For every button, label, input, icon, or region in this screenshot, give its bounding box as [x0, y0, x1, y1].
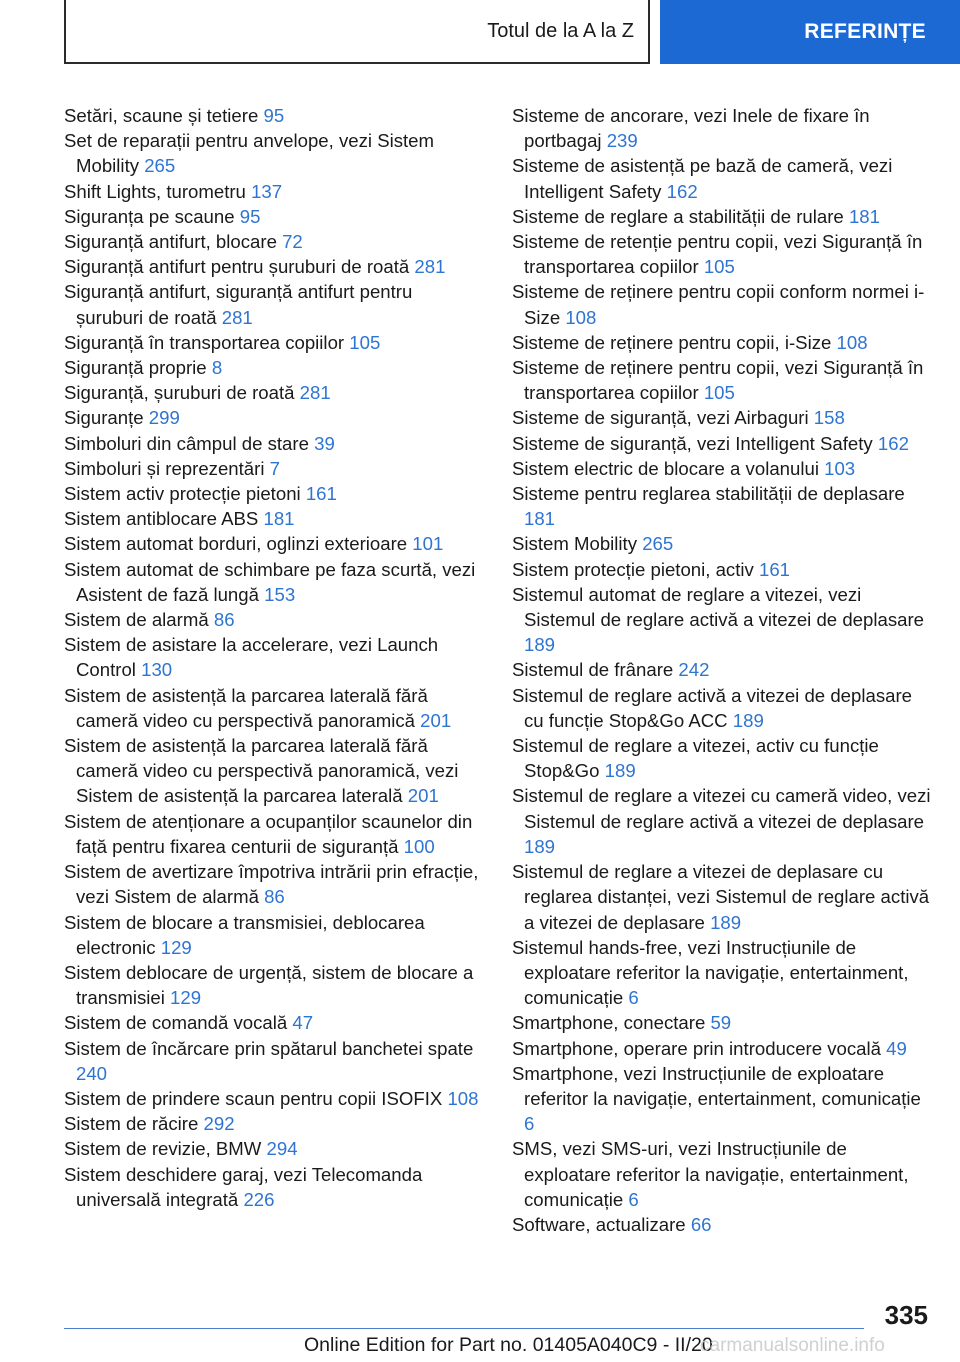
page-reference-link[interactable]: 86: [213, 609, 235, 631]
index-term: Sistem de răcire: [64, 1113, 199, 1135]
page-reference-link[interactable]: 105: [703, 382, 735, 404]
page-reference-link[interactable]: 66: [690, 1213, 712, 1235]
index-term: Set de reparații pentru anvelope, vezi Sistem Mobility: [64, 130, 435, 177]
index-term: Shift Lights, turometru: [64, 180, 246, 202]
page-reference-link[interactable]: 108: [447, 1087, 479, 1109]
index-entry: [64, 380, 482, 405]
index-term: Sistem de asistență la parcarea laterală fără cameră video cu perspectivă panoramică: [64, 684, 428, 731]
page-reference-link[interactable]: 181: [524, 508, 556, 530]
index-entry: [64, 456, 482, 481]
index-entry: [64, 1036, 482, 1086]
index-term: Sisteme de asistență pe bază de cameră, vezi Intelligent Safety: [512, 155, 893, 202]
page-reference-link[interactable]: 265: [144, 155, 176, 177]
page-reference-link[interactable]: 6: [524, 1113, 535, 1135]
index-term: Sistem de asistență la parcarea laterală fără cameră video cu perspectivă panoramică, vezi Sistem de asistență la parcarea laterală: [64, 735, 459, 807]
index-term: Sistem de avertizare împotriva intrării prin efracție, vezi Sistem de alarmă: [64, 861, 479, 908]
page-reference-link[interactable]: 281: [414, 256, 446, 278]
index-entry: [64, 431, 482, 456]
index-entry: [64, 179, 482, 204]
index-term: Sistem automat de schimbare pe faza scurtă, vezi Asistent de fază lungă: [64, 558, 476, 605]
page-reference-link[interactable]: 7: [269, 457, 280, 479]
index-term: Sisteme de retenție pentru copii, vezi Siguranță în transportarea copiilor: [512, 231, 923, 278]
page-reference-link[interactable]: 86: [264, 886, 285, 908]
page-reference-link[interactable]: 265: [642, 533, 674, 555]
index-entry: [64, 481, 482, 506]
page-reference-link[interactable]: 158: [813, 407, 845, 429]
index-entry: [512, 582, 932, 658]
index-entry: [64, 506, 482, 531]
footer-divider: [64, 1328, 864, 1329]
page-reference-link[interactable]: 162: [666, 180, 698, 202]
index-entry: [512, 204, 932, 229]
page-reference-link[interactable]: 239: [606, 130, 638, 152]
page-reference-link[interactable]: 39: [314, 432, 335, 454]
page-reference-link[interactable]: 281: [221, 306, 253, 328]
index-term: Simboluri din câmpul de stare: [64, 432, 309, 454]
index-entry: [512, 859, 932, 935]
index-term: Sistem de atenționare a ocupanților scaunelor din față pentru fixarea centurii de siguranță: [64, 810, 473, 857]
page-reference-link[interactable]: 181: [848, 205, 880, 227]
index-entry: [64, 254, 482, 279]
index-term: Smartphone, conectare: [512, 1012, 706, 1034]
index-term: Sistem antiblocare ABS: [64, 508, 259, 530]
page-reference-link[interactable]: 137: [251, 180, 283, 202]
page-reference-link[interactable]: 189: [524, 634, 556, 656]
chapter-label: REFERINȚE: [804, 20, 926, 43]
page-reference-link[interactable]: 189: [710, 911, 742, 933]
page-number: 335: [884, 1300, 928, 1330]
section-title-box: [64, 0, 650, 64]
page-reference-link[interactable]: 95: [239, 205, 261, 227]
page-reference-link[interactable]: 100: [403, 835, 435, 857]
edition-text: Online Edition for Part no. 01405A040C9 - II/20: [304, 1334, 713, 1356]
page-reference-link[interactable]: 161: [759, 558, 791, 580]
index-term: Sisteme de reținere pentru copii conform normei i-Size: [512, 281, 925, 328]
index-term: Sisteme pentru reglarea stabilității de deplasare: [512, 483, 905, 505]
index-term: Sistemul automat de reglare a vitezei, vezi Sistemul de reglare activă a vitezei de deplasare: [512, 583, 924, 631]
page-reference-link[interactable]: 6: [628, 987, 639, 1009]
index-term: Sisteme de reținere pentru copii, i-Size: [512, 331, 832, 353]
page-reference-link[interactable]: 201: [407, 785, 439, 807]
index-entry: [64, 683, 482, 733]
index-term: Sistem de comandă vocală: [64, 1012, 288, 1034]
index-entry: [512, 1136, 932, 1212]
index-entry: [512, 153, 932, 203]
index-term: Sistemul de reglare a vitezei de deplasare cu reglarea distanței, vezi Sistemul de reglare activă a vitezei de deplasare: [512, 861, 930, 933]
index-term: Sistem de blocare a transmisiei, deblocarea electronic: [64, 911, 425, 958]
page-reference-link[interactable]: 201: [420, 709, 452, 731]
index-entry: [64, 607, 482, 632]
page-reference-link[interactable]: 6: [628, 1188, 639, 1210]
index-term: Sistem Mobility: [512, 533, 638, 555]
page-reference-link[interactable]: 292: [203, 1113, 235, 1135]
index-term: Sisteme de reținere pentru copii, vezi Siguranță în transportarea copiilor: [512, 357, 924, 404]
index-term: Sistem de asistare la accelerare, vezi Launch Control: [64, 634, 439, 681]
page-reference-link[interactable]: 189: [732, 709, 764, 731]
index-term: SMS, vezi SMS-uri, vezi Instrucțiunile de exploatare referitor la navigație, entertainment, comunicație: [512, 1138, 909, 1210]
index-entry: [64, 128, 482, 178]
index-column-left: [64, 103, 482, 1212]
page-reference-link[interactable]: 101: [412, 533, 444, 555]
index-entry: [64, 531, 482, 556]
page-reference-link[interactable]: 242: [678, 659, 710, 681]
index-entry: [64, 910, 482, 960]
index-term: Sisteme de siguranță, vezi Intelligent Safety: [512, 432, 873, 454]
index-entry: [64, 103, 482, 128]
index-term: Software, actualizare: [512, 1213, 686, 1235]
index-entry: [512, 279, 932, 329]
index-term: Smartphone, vezi Instrucțiunile de exploatare referitor la navigație, entertainment, comunicație: [512, 1062, 921, 1109]
page-reference-link[interactable]: 161: [305, 483, 337, 505]
index-entry: [512, 405, 932, 430]
index-entry: [512, 935, 932, 1011]
page-reference-link[interactable]: 294: [266, 1138, 298, 1160]
page-reference-link[interactable]: 153: [264, 583, 296, 605]
page-reference-link[interactable]: 108: [836, 331, 868, 353]
page-reference-link[interactable]: 181: [263, 508, 295, 530]
index-entry: [64, 1162, 482, 1212]
page-reference-link[interactable]: 105: [349, 331, 381, 353]
index-term: Sistem de prindere scaun pentru copii ISOFIX: [64, 1087, 443, 1109]
index-entry: [512, 657, 932, 682]
page-reference-link[interactable]: 95: [263, 105, 285, 126]
index-term: Sistemul hands-free, vezi Instrucțiunile de exploatare referitor la navigație, entertainment, comunicație: [512, 936, 909, 1009]
page-reference-link[interactable]: 8: [211, 357, 223, 379]
index-entry: [64, 405, 482, 430]
index-term: Siguranță, șuruburi de roată: [64, 382, 295, 404]
index-entry: [512, 1061, 932, 1137]
page-reference-link[interactable]: 189: [604, 760, 636, 782]
index-term: Siguranță antifurt pentru șuruburi de roată: [64, 256, 410, 278]
page-reference-link[interactable]: 49: [886, 1037, 907, 1059]
index-entry: [64, 330, 482, 355]
index-entry: [512, 330, 932, 355]
index-term: Siguranță proprie: [64, 357, 207, 379]
page-reference-link[interactable]: 189: [524, 835, 556, 857]
index-term: Siguranță antifurt, blocare: [64, 231, 277, 253]
page-reference-link[interactable]: 103: [824, 457, 856, 479]
index-entry: [512, 229, 932, 279]
index-entry: [64, 859, 482, 909]
page-reference-link[interactable]: 129: [170, 987, 202, 1009]
index-term: Sistemul de frânare: [512, 659, 674, 681]
index-entry: [64, 733, 482, 809]
index-entry: [64, 809, 482, 859]
index-entry: [512, 103, 932, 153]
index-term: Sisteme de siguranță, vezi Airbaguri: [512, 407, 809, 429]
index-term: Sisteme de ancorare, vezi Inele de fixare în portbagaj: [512, 105, 870, 152]
index-term: Siguranță antifurt, siguranță antifurt pentru șuruburi de roată: [64, 281, 413, 328]
index-entry: [512, 683, 932, 733]
index-entry: [64, 279, 482, 329]
index-entry: [64, 1136, 482, 1161]
index-term: Setări, scaune și tetiere: [64, 105, 259, 126]
index-entry: [512, 1036, 932, 1061]
index-term: Siguranțe: [64, 407, 144, 429]
index-term: Siguranța pe scaune: [64, 205, 235, 227]
page-reference-link[interactable]: 105: [703, 256, 735, 278]
index-column-right: [512, 103, 932, 1237]
page-reference-link[interactable]: 108: [565, 306, 597, 328]
index-entry: [512, 1010, 932, 1035]
index-term: Simboluri și reprezentări: [64, 457, 265, 479]
index-entry: [64, 204, 482, 229]
index-term: Sistem protecție pietoni, activ: [512, 558, 754, 580]
page-reference-link[interactable]: 299: [148, 407, 180, 429]
section-title: Totul de la A la Z: [487, 19, 634, 42]
index-entry: [512, 481, 932, 531]
page-reference-link[interactable]: 129: [160, 936, 192, 958]
index-entry: [512, 355, 932, 405]
index-term: Sistem activ protecție pietoni: [64, 483, 301, 505]
index-entry: [512, 431, 932, 456]
index-term: Sistem deschidere garaj, vezi Telecomanda universală integrată: [64, 1163, 423, 1210]
index-term: Sistem deblocare de urgență, sistem de blocare a transmisiei: [64, 961, 474, 1009]
page-reference-link[interactable]: 281: [299, 382, 331, 404]
index-entry: [64, 960, 482, 1010]
index-term: Smartphone, operare prin introducere vocală: [512, 1037, 881, 1059]
page-reference-link[interactable]: 130: [141, 659, 173, 681]
index-entry: [64, 229, 482, 254]
index-entry: [64, 632, 482, 682]
page-reference-link[interactable]: 240: [76, 1062, 108, 1084]
index-entry: [512, 557, 932, 582]
index-term: Sistemul de reglare activă a vitezei de deplasare cu funcție Stop&Go ACC: [512, 684, 912, 731]
index-term: Sistem de revizie, BMW: [64, 1138, 262, 1160]
page-reference-link[interactable]: 72: [282, 231, 303, 253]
index-entry: [512, 733, 932, 783]
index-entry: [512, 783, 932, 859]
page-reference-link[interactable]: 59: [710, 1012, 732, 1034]
index-entry: [512, 531, 932, 556]
index-entry: [512, 1212, 932, 1237]
page-reference-link[interactable]: 47: [292, 1012, 314, 1034]
index-entry: [64, 557, 482, 607]
page-reference-link[interactable]: 162: [877, 432, 909, 454]
index-term: Siguranță în transportarea copiilor: [64, 331, 345, 353]
index-term: Sistem de alarmă: [64, 609, 209, 631]
index-term: Sistemul de reglare a vitezei cu cameră video, vezi Sistemul de reglare activă a vitezei de deplasare: [512, 785, 931, 832]
page-reference-link[interactable]: 226: [243, 1188, 275, 1210]
index-entry: [64, 1086, 482, 1111]
index-entry: [512, 456, 932, 481]
watermark: carmanualsonline.info: [700, 1335, 885, 1356]
index-entry: [64, 355, 482, 380]
index-entry: [64, 1010, 482, 1035]
index-entry: [64, 1111, 482, 1136]
index-term: Sistem automat borduri, oglinzi exterioare: [64, 533, 408, 555]
index-term: Sistem de încărcare prin spătarul banchetei spate: [64, 1037, 474, 1059]
index-term: Sisteme de reglare a stabilității de rulare: [512, 205, 844, 227]
index-term: Sistemul de reglare a vitezei, activ cu funcție Stop&Go: [512, 735, 879, 782]
chapter-tab[interactable]: [660, 0, 960, 64]
index-term: Sistem electric de blocare a volanului: [512, 457, 819, 479]
